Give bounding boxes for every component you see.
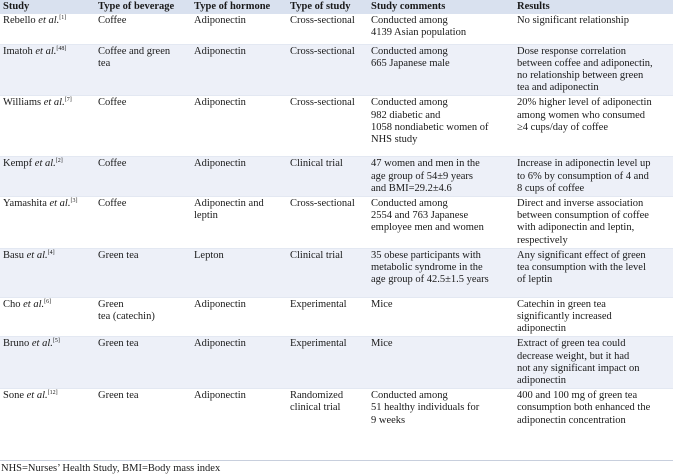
study-author: Imatoh [3, 45, 33, 57]
cell-study-type: Randomized clinical trial [290, 390, 344, 414]
study-etal: et al. [26, 249, 48, 261]
study-author: Bruno [3, 338, 30, 350]
study-etal: et al. [31, 338, 53, 350]
study-reference: [12] [47, 390, 58, 397]
cell-hormone: Adiponectin [194, 97, 246, 109]
cell-beverage: Coffee [98, 158, 127, 170]
cell-results: 20% higher level of adiponectin among women who consumed ≥4 cups/day of coffee [517, 97, 652, 133]
study-etal: et al. [34, 158, 56, 170]
study-etal: et al. [49, 197, 71, 209]
cell-comments: Conducted among 51 healthy individuals for 9 weeks [371, 390, 480, 426]
cell-comments: Conducted among 982 diabetic and 1058 nondiabetic women of NHS study [371, 97, 489, 145]
cell-hormone: Adiponectin [194, 338, 246, 350]
study-author: Sone [3, 390, 24, 402]
study-etal: et al. [43, 97, 65, 109]
study-reference: [1] [59, 15, 67, 21]
cell-beverage: Green tea [98, 338, 139, 350]
table-footnote: NHS=Nurses’ Health Study, BMI=Body mass index [1, 463, 221, 474]
cell-study [0, 14, 95, 44]
cell-study [0, 157, 95, 197]
table-row [0, 389, 673, 428]
cell-hormone: Adiponectin and leptin [194, 197, 264, 222]
table-bottom-rule [0, 460, 673, 461]
study-author: Basu [3, 249, 24, 261]
cell-study-type: Experimental [290, 298, 347, 310]
cell-beverage: Green tea [98, 390, 139, 402]
cell-comments: 47 women and men in the age group of 54±9 years and BMI=29.2±4.6 [371, 158, 480, 194]
cell-beverage: Coffee [98, 15, 127, 26]
cell-comments: Conducted among 665 Japanese male [371, 45, 450, 69]
cell-study-type: Clinical trial [290, 249, 343, 261]
table-row [0, 157, 673, 197]
cell-study-type: Cross-sectional [290, 97, 355, 109]
cell-beverage: Green tea [98, 249, 139, 261]
study-author: Rebello [3, 15, 36, 26]
study-reference: [4] [47, 249, 55, 256]
header-results: Results [514, 0, 673, 14]
study-reference: [2] [55, 158, 63, 165]
header-study: Study [0, 0, 95, 14]
cell-study [0, 337, 95, 389]
cell-beverage: Coffee [98, 97, 127, 109]
table-row [0, 196, 673, 248]
cell-results: Any significant effect of green tea consumption with the level of leptin [517, 249, 646, 286]
study-etal: et al. [26, 390, 48, 402]
study-author: Yamashita [3, 197, 47, 209]
study-etal: et al. [35, 45, 57, 57]
table-row [0, 248, 673, 297]
table-row [0, 297, 673, 337]
cell-hormone: Adiponectin [194, 298, 246, 310]
cell-study [0, 248, 95, 297]
study-author: Cho [3, 298, 21, 310]
cell-comments: Mice [371, 338, 393, 350]
table-body [0, 14, 673, 428]
study-reference: [6] [44, 298, 52, 305]
header-comments: Study comments [368, 0, 514, 14]
cell-comments: Conducted among 2554 and 763 Japanese employee men and women [371, 197, 484, 234]
cell-comments: Mice [371, 298, 393, 310]
cell-study-type: Experimental [290, 338, 347, 350]
cell-comments: 35 obese participants with metabolic syndrome in the age group of 42.5±1.5 years [371, 249, 489, 286]
cell-results: Catechin in green tea significantly increased adiponectin [517, 298, 612, 335]
study-author: Williams [3, 97, 42, 109]
cell-results: 400 and 100 mg of green tea consumption both enhanced the adiponectin concentration [517, 390, 651, 426]
cell-results: Direct and inverse association between consumption of coffee with adiponectin and leptin, respectively [517, 197, 649, 246]
table-row [0, 14, 673, 44]
study-reference: [3] [70, 197, 78, 204]
cell-study-type: Cross-sectional [290, 197, 355, 209]
table-row [0, 337, 673, 389]
table-row [0, 96, 673, 157]
cell-hormone: Adiponectin [194, 158, 246, 170]
study-etal: et al. [23, 298, 45, 310]
cell-beverage: Green tea (catechin) [98, 298, 155, 322]
table-row [0, 44, 673, 96]
cell-study [0, 196, 95, 248]
cell-study-type: Cross-sectional [290, 45, 355, 57]
cell-results: Increase in adiponectin level up to 6% by consumption of 4 and 8 cups of coffee [517, 158, 651, 194]
cell-beverage: Coffee and green tea [98, 45, 171, 69]
cell-beverage: Coffee [98, 197, 127, 209]
cell-study [0, 389, 95, 428]
cell-results: No significant relationship [517, 15, 629, 26]
cell-study [0, 44, 95, 96]
cell-study-type: Cross-sectional [290, 15, 355, 26]
header-hormone: Type of hormone [191, 0, 287, 14]
cell-study [0, 96, 95, 157]
study-author: Kempf [3, 158, 33, 170]
cell-results: Extract of green tea could decrease weight, but it had not any significant impact on adiponectin [517, 338, 640, 386]
cell-hormone: Lepton [194, 249, 224, 261]
header-beverage: Type of beverage [95, 0, 191, 14]
cell-study-type: Clinical trial [290, 158, 343, 170]
table-header-row [0, 0, 673, 14]
cell-study [0, 297, 95, 337]
cell-hormone: Adiponectin [194, 390, 246, 402]
cell-comments: Conducted among 4139 Asian population [371, 15, 467, 39]
study-reference: [5] [52, 338, 60, 345]
cell-results: Dose response correlation between coffee and adiponectin, no relationship between green tea and adiponectin [517, 45, 653, 94]
cell-hormone: Adiponectin [194, 45, 246, 57]
study-etal: et al. [38, 15, 60, 26]
header-study-type: Type of study [287, 0, 368, 14]
study-reference: [7] [64, 97, 72, 104]
cell-hormone: Adiponectin [194, 15, 246, 26]
study-reference: [48] [56, 45, 67, 52]
